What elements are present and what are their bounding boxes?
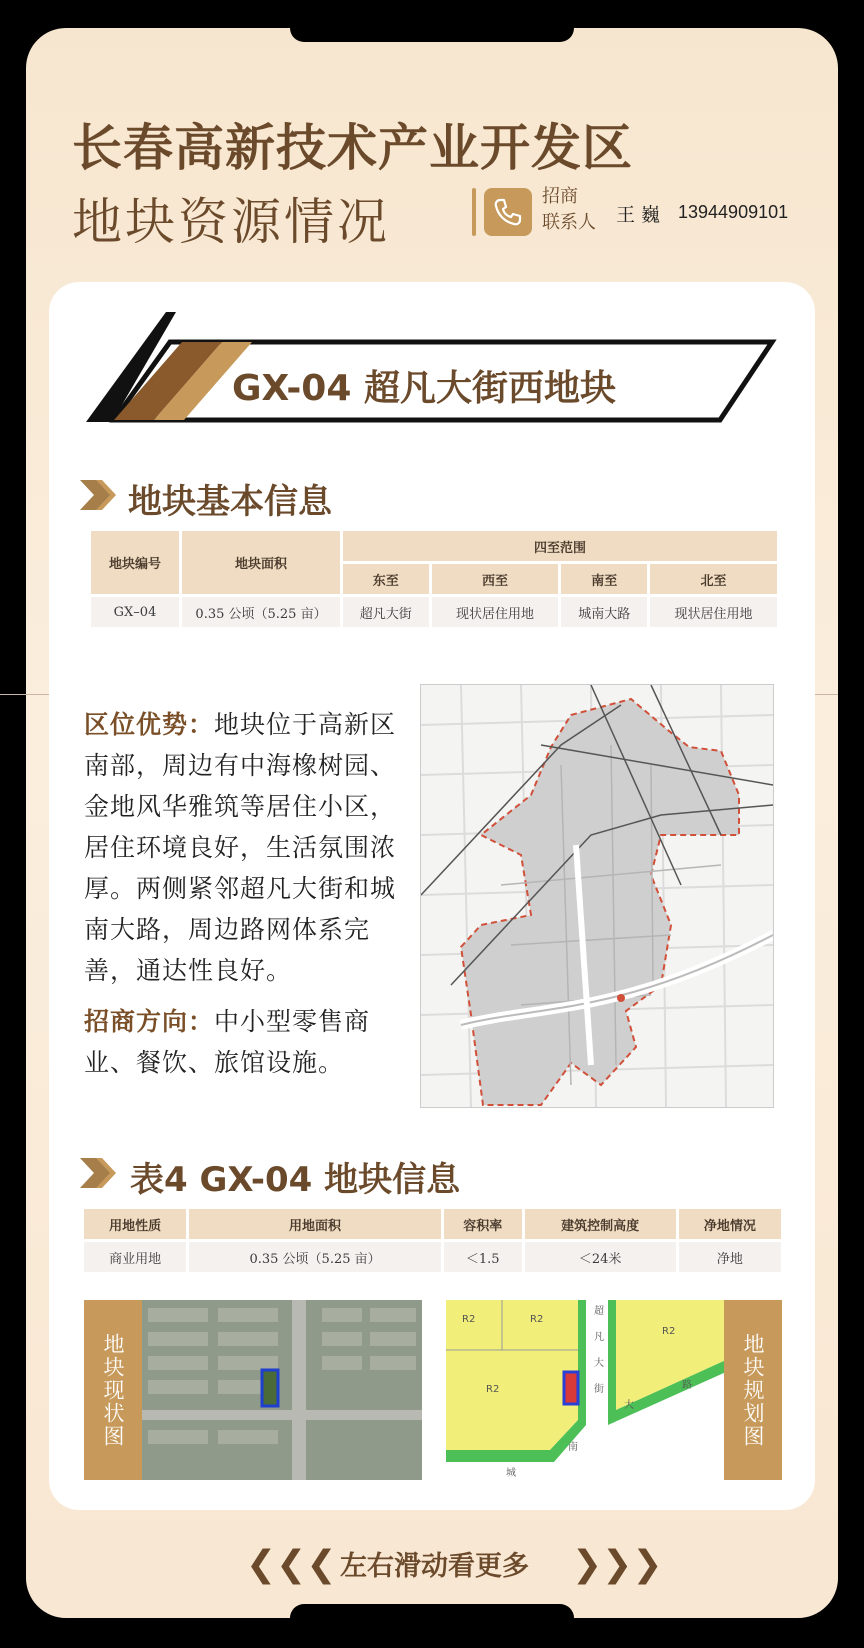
investment-label: 招商方向：: [84, 1007, 215, 1036]
col-clean-land: 净地情况: [679, 1209, 781, 1239]
swipe-hint: 左右滑动看更多: [340, 1551, 529, 1582]
col-boundaries: 四至范围: [343, 531, 777, 561]
cell-plot-area: 0.35 公顷（5.25 亩）: [182, 597, 340, 627]
cell-plot-id: GX–04: [91, 597, 179, 627]
divider-right: [815, 694, 838, 695]
cell-far: ＜1.5: [444, 1242, 522, 1272]
col-west: 西至: [432, 564, 559, 594]
col-south: 南至: [561, 564, 647, 594]
location-map[interactable]: [420, 684, 774, 1108]
section-chevron-icon: [80, 1158, 116, 1188]
plot-title: GX-04 超凡大街西地块: [232, 368, 616, 409]
swipe-right-arrows[interactable]: ❯❯❯: [572, 1544, 663, 1585]
zone-r2-label: R2: [486, 1384, 500, 1395]
investment-text: 中小型零售商业、餐饮、旅馆设施。: [84, 1007, 371, 1077]
table-row: [91, 597, 777, 627]
zone-r2-label: R2: [662, 1326, 676, 1337]
col-far: 容积率: [444, 1209, 522, 1239]
table4-heading: 表4 GX-04 地块信息: [130, 1160, 461, 1200]
table-row: [84, 1242, 781, 1272]
frame-notch-bottom: [290, 1604, 574, 1618]
status-map-label: 地块现状图: [84, 1300, 142, 1480]
cell-height-limit: ＜24米: [525, 1242, 676, 1272]
cell-north: 现状居住用地: [650, 597, 777, 627]
phone-icon[interactable]: [484, 188, 532, 236]
contact-label-line1: 招商: [542, 186, 578, 207]
col-land-use: 用地性质: [84, 1209, 186, 1239]
col-land-area: 用地面积: [189, 1209, 441, 1239]
contact-label: [542, 184, 596, 236]
road-label-char: 城: [506, 1468, 516, 1479]
status-map-image[interactable]: [142, 1300, 422, 1480]
cell-land-use: 商业用地: [84, 1242, 186, 1272]
road-label-char: 路: [682, 1380, 692, 1391]
road-label-char: 南: [568, 1442, 578, 1453]
cell-south: 城南大路: [561, 597, 647, 627]
divider-left: [0, 694, 49, 695]
contact-label-line2: 联系人: [542, 212, 596, 233]
basic-info-table: [88, 528, 780, 630]
col-east: 东至: [343, 564, 429, 594]
frame-notch-top: [290, 28, 574, 42]
cell-east: 超凡大街: [343, 597, 429, 627]
location-text: 地块位于高新区南部，周边有中海橡树园、金地风华雅筑等居住小区，居住环境良好，生活氛围浓厚。两侧紧邻超凡大街和城南大路，周边路网体系完善，通达性良好。: [84, 710, 397, 985]
road-label-char: 凡: [594, 1332, 604, 1343]
cell-clean-land: 净地: [679, 1242, 781, 1272]
header-divider: [472, 188, 476, 236]
road-label-char: 超: [594, 1306, 604, 1317]
plan-map-label: 地块规划图: [724, 1300, 782, 1480]
zone-r2-label: R2: [462, 1314, 476, 1325]
table4: [81, 1206, 784, 1275]
contact-name: 王 巍: [616, 204, 661, 226]
col-north: 北至: [650, 564, 777, 594]
section-chevron-icon: [80, 480, 116, 510]
basic-info-heading: 地块基本信息: [128, 482, 332, 522]
page-title: 长春高新技术产业开发区: [72, 119, 633, 177]
contact-phone[interactable]: 13944909101: [678, 202, 789, 222]
plot-description: [84, 704, 404, 1093]
col-plot-id: 地块编号: [91, 531, 179, 594]
page-subtitle: 地块资源情况: [72, 193, 390, 251]
road-label-char: 大: [624, 1400, 634, 1411]
cell-land-area: 0.35 公顷（5.25 亩）: [189, 1242, 441, 1272]
cell-west: 现状居住用地: [432, 597, 559, 627]
plan-map-image[interactable]: [446, 1300, 726, 1480]
col-height-limit: 建筑控制高度: [525, 1209, 676, 1239]
road-label-char: 街: [594, 1384, 604, 1395]
location-label: 区位优势：: [84, 710, 215, 739]
swipe-left-arrows[interactable]: ❮❮❮: [246, 1544, 337, 1585]
col-plot-area: 地块面积: [182, 531, 340, 594]
zone-r2-label: R2: [530, 1314, 544, 1325]
road-label-char: 大: [594, 1358, 604, 1369]
